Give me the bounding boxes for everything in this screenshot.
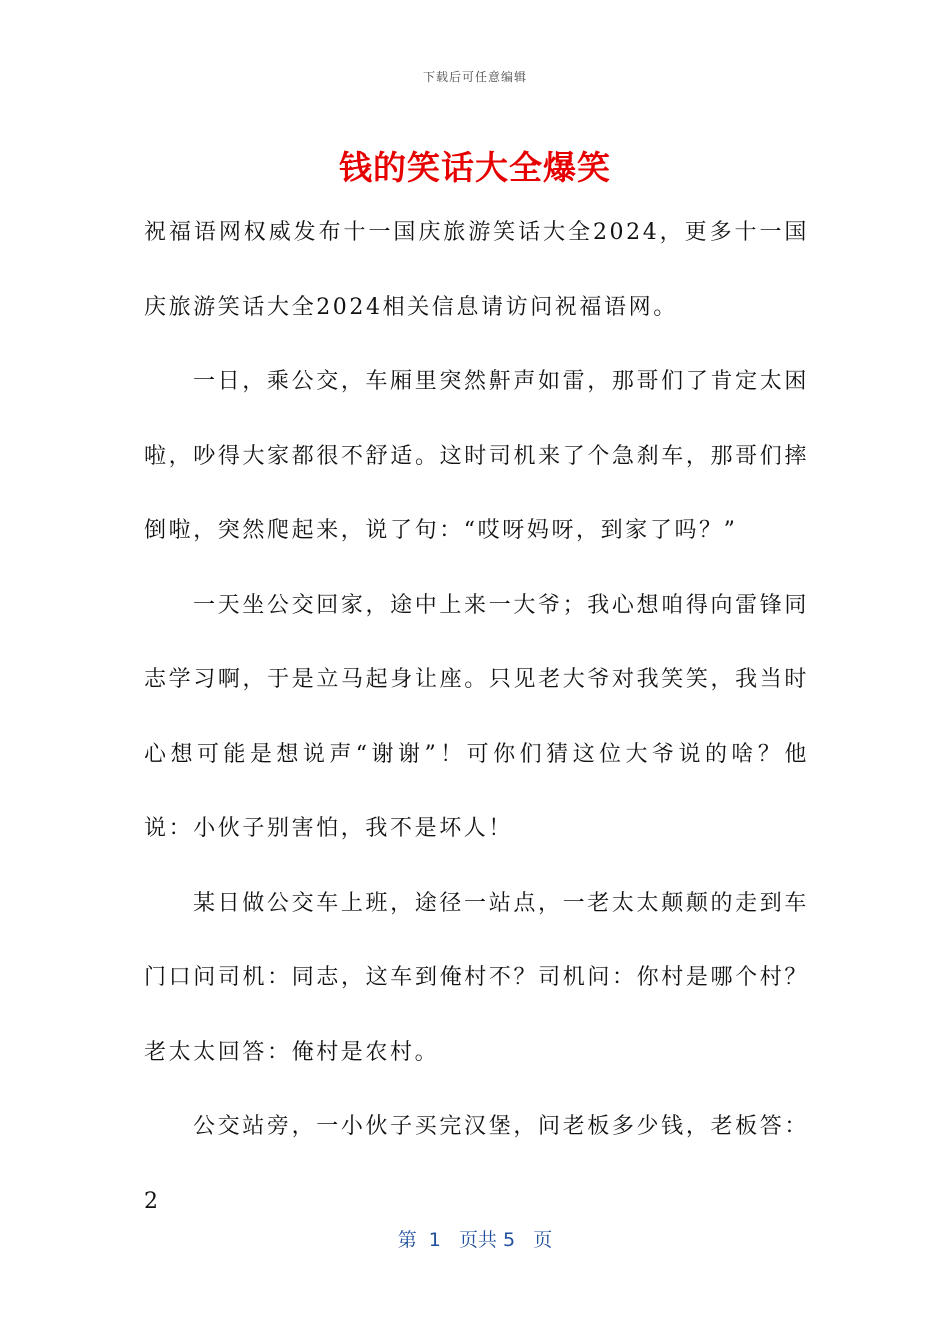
paragraph-joke-3: 某日做公交车上班，途径一站点，一老太太颠颠的走到车门口问司机：同志，这车到俺村不？司机问：你村是哪个村？老太太回答：俺村是农村。: [144, 890, 809, 1065]
paragraph-joke-4: 公交站旁，一小伙子买完汉堡，问老板多少钱，老板答：2: [144, 1114, 809, 1214]
page-number-footer: 第 1 页共 5 页: [397, 1229, 553, 1251]
paragraph-joke-1: 一日，乘公交，车厢里突然鼾声如雷，那哥们了肯定太困啦，吵得大家都很不舒适。这时司机来了个急刹车，那哥们摔倒啦，突然爬起来，说了句：“哎呀妈呀，到家了吗？”: [144, 369, 809, 543]
paragraph-intro: 祝福语网权威发布十一国庆旅游笑话大全2024，更多十一国庆旅游笑话大全2024相关信息请访问祝福语网。: [144, 220, 809, 320]
header-note: 下载后可任意编辑: [422, 70, 527, 84]
paragraph-joke-2: 一天坐公交回家，途中上来一大爷；我心想咱得向雷锋同志学习啊，于是立马起身让座。只见老大爷对我笑笑，我当时心想可能是想说声“谢谢”！可你们猜这位大爷说的啥？他说：小伙子别害怕，我不是坏人！: [144, 592, 809, 841]
document-title: 钱的笑话大全爆笑: [339, 148, 611, 187]
document-body: [144, 196, 809, 1239]
